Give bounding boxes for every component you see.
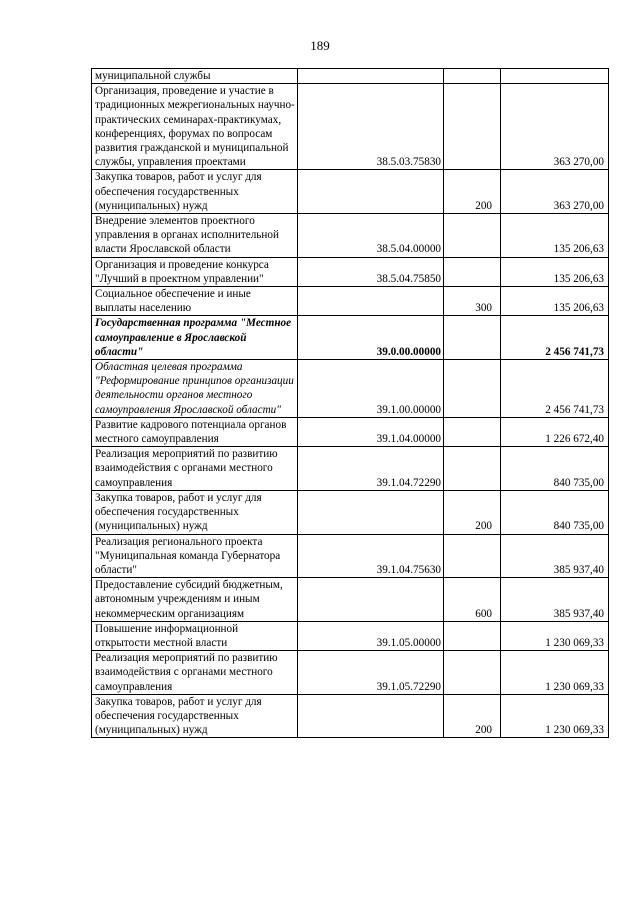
row-code: 39.1.04.72290 — [298, 447, 444, 491]
row-amount: 840 735,00 — [501, 490, 609, 534]
table-row — [92, 490, 609, 534]
table-row — [92, 534, 609, 578]
table-row — [92, 214, 609, 258]
table-row-program — [92, 316, 609, 360]
row-type — [444, 214, 501, 258]
row-code: 39.1.04.75630 — [298, 534, 444, 578]
row-type: 600 — [444, 578, 501, 622]
row-type: 200 — [444, 490, 501, 534]
row-amount: 1 230 069,33 — [501, 621, 609, 650]
row-name: Организация и проведение конкурса "Лучший в проектном управлении" — [92, 257, 298, 286]
table-row — [92, 417, 609, 446]
row-type — [444, 447, 501, 491]
row-type: 200 — [444, 694, 501, 738]
row-name: Организация, проведение и участие в традиционных межрегиональных научно-практических семинарах-практикумах, конференциях, форумах по вопросам развития гражданской и муниципальной службы, управления проектами — [92, 84, 298, 170]
row-code: 39.1.05.00000 — [298, 621, 444, 650]
row-name: Закупка товаров, работ и услуг для обеспечения государственных (муниципальных) нужд — [92, 694, 298, 738]
row-type — [444, 534, 501, 578]
table-row — [92, 287, 609, 316]
row-type — [444, 621, 501, 650]
row-code: 38.5.04.75850 — [298, 257, 444, 286]
row-name: Повышение информационной открытости местной власти — [92, 621, 298, 650]
row-amount: 1 226 672,40 — [501, 417, 609, 446]
row-amount: 363 270,00 — [501, 170, 609, 214]
row-type — [444, 69, 501, 84]
row-name: Социальное обеспечение и иные выплаты населению — [92, 287, 298, 316]
row-type — [444, 316, 501, 360]
row-amount: 135 206,63 — [501, 287, 609, 316]
row-code: 38.5.04.00000 — [298, 214, 444, 258]
row-amount: 2 456 741,73 — [501, 360, 609, 418]
row-name: Внедрение элементов проектного управления в органах исполнительной власти Ярославской области — [92, 214, 298, 258]
table-row — [92, 651, 609, 695]
row-name: муниципальной службы — [92, 69, 298, 84]
row-type: 300 — [444, 287, 501, 316]
row-type — [444, 417, 501, 446]
row-name: Развитие кадрового потенциала органов местного самоуправления — [92, 417, 298, 446]
row-name: Государственная программа "Местное самоуправление в Ярославской области" — [92, 316, 298, 360]
row-name: Закупка товаров, работ и услуг для обеспечения государственных (муниципальных) нужд — [92, 490, 298, 534]
row-amount: 1 230 069,33 — [501, 694, 609, 738]
table-row-subprogram — [92, 360, 609, 418]
row-code — [298, 69, 444, 84]
row-type — [444, 360, 501, 418]
table-row — [92, 69, 609, 84]
row-type — [444, 84, 501, 170]
row-code: 38.5.03.75830 — [298, 84, 444, 170]
table-row — [92, 621, 609, 650]
row-amount: 385 937,40 — [501, 534, 609, 578]
row-amount: 363 270,00 — [501, 84, 609, 170]
row-code: 39.1.05.72290 — [298, 651, 444, 695]
row-code — [298, 490, 444, 534]
row-code: 39.0.00.00000 — [298, 316, 444, 360]
table-row — [92, 257, 609, 286]
row-code — [298, 578, 444, 622]
table-row — [92, 578, 609, 622]
row-amount: 135 206,63 — [501, 257, 609, 286]
row-code: 39.1.00.00000 — [298, 360, 444, 418]
row-type — [444, 257, 501, 286]
row-amount: 1 230 069,33 — [501, 651, 609, 695]
row-amount: 135 206,63 — [501, 214, 609, 258]
page-number: 189 — [310, 38, 330, 53]
row-amount — [501, 69, 609, 84]
row-name: Реализация мероприятий по развитию взаимодействия с органами местного самоуправления — [92, 651, 298, 695]
row-type: 200 — [444, 170, 501, 214]
row-name: Реализация мероприятий по развитию взаимодействия с органами местного самоуправления — [92, 447, 298, 491]
row-name: Закупка товаров, работ и услуг для обеспечения государственных (муниципальных) нужд — [92, 170, 298, 214]
budget-table-body — [92, 69, 609, 738]
row-code: 39.1.04.00000 — [298, 417, 444, 446]
row-type — [444, 651, 501, 695]
row-amount: 2 456 741,73 — [501, 316, 609, 360]
row-name: Реализация регионального проекта "Муниципальная команда Губернатора области" — [92, 534, 298, 578]
row-amount: 840 735,00 — [501, 447, 609, 491]
table-row — [92, 694, 609, 738]
table-row — [92, 170, 609, 214]
row-name: Предоставление субсидий бюджетным, автономным учреждениям и иным некоммерческим организациям — [92, 578, 298, 622]
table-row — [92, 84, 609, 170]
row-amount: 385 937,40 — [501, 578, 609, 622]
row-code — [298, 694, 444, 738]
row-code — [298, 170, 444, 214]
table-row — [92, 447, 609, 491]
budget-table — [91, 68, 609, 738]
row-code — [298, 287, 444, 316]
row-name: Областная целевая программа "Реформирование принципов организации деятельности органов местного самоуправления Ярославской области" — [92, 360, 298, 418]
